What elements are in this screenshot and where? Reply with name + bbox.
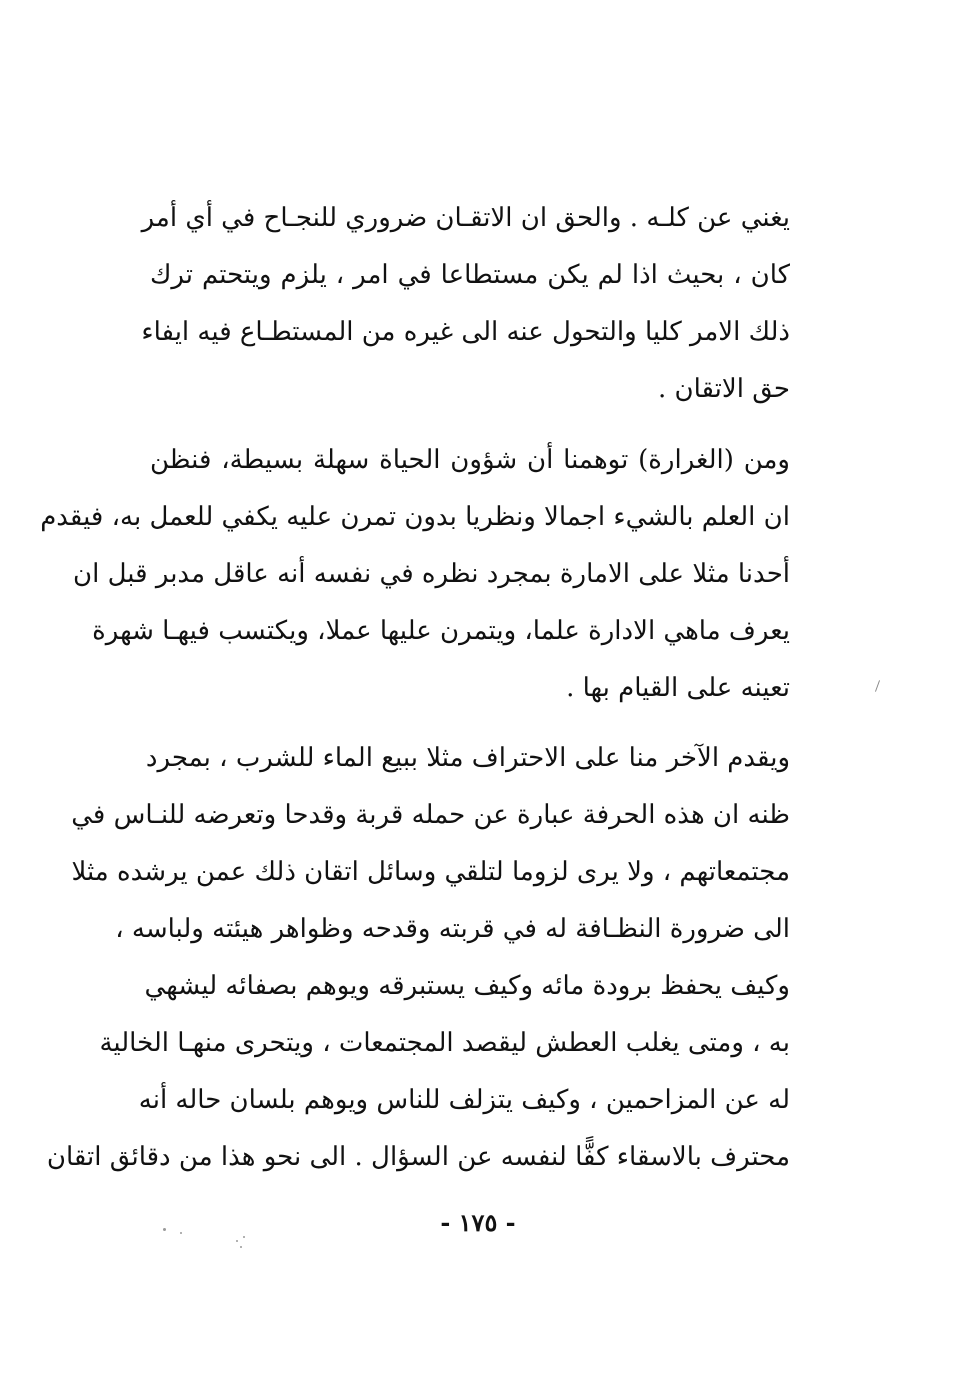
text-line: تعينه على القيام بها . [566, 673, 790, 703]
scan-speck [243, 1236, 245, 1238]
scan-speck [240, 1246, 242, 1248]
text-line: به ، ومتى يغلب العطش ليقصد المجتمعات ، ويتحرى منهـا الخالية [99, 1028, 790, 1058]
text-line: الى ضرورة النظـافة له في قربته وقدحه وظواهر هيئته ولباسه ، [115, 914, 790, 944]
scan-speck [236, 1240, 238, 1242]
text-line: ذلك الامر كليا والتحول عنه الى غيره من المستطـاع فيه ايفاء [141, 317, 790, 347]
text-line: ومن (الغرارة) توهمنا أن شؤون الحياة سهلة بسيطة، فنظن [150, 445, 790, 475]
text-line: أحدنا مثلا على الامارة بمجرد نظره في نفسه أنه عاقل مدبر قبل ان [73, 559, 790, 589]
text-line: ويقدم الآخر منا على الاحتراف مثلا ببيع الماء للشرب ، بمجرد [145, 743, 790, 773]
text-line: ان العلم بالشيء اجمالا ونظريا بدون تمرن عليه يكفي للعمل به، فيقدم [40, 502, 790, 532]
text-line: يعرف ماهي الادارة علما، ويتمرن عليها عملا، ويكتسب فيهـا شهرة [92, 616, 790, 646]
text-line: مجتمعاتهم ، ولا يرى لزوما لتلقي وسائل اتقان ذلك عمن يرشده مثلا [71, 857, 790, 887]
text-line: حق الاتقان . [657, 374, 790, 404]
text-line: محترف بالاسقاء كفًّا لنفسه عن السؤال . الى نحو هذا من دقائق اتقان [46, 1142, 790, 1172]
text-line: له عن المزاحمين ، وكيف يتزلف للناس ويوهم بلسان حاله أنه [138, 1085, 790, 1115]
page-number: - ١٧٥ - [440, 1208, 516, 1237]
scan-speck [163, 1228, 166, 1231]
text-line: وكيف يحفظ برودة مائه وكيف يستبرقه ويوهم بصفائه ليشهي [144, 971, 790, 1001]
scan-speck [180, 1232, 182, 1234]
paragraph-3 [46, 730, 790, 1186]
text-line: ظنه ان هذه الحرفة عبارة عن حمله قربة وقدحا وتعرضه للنـاس في [71, 800, 790, 830]
text-line: كان ، بحيث اذا لم يكن مستطاعا في امر ، يلزم ويتحتم ترك [150, 260, 790, 290]
paragraph-1 [141, 190, 790, 418]
scan-mark [875, 680, 880, 692]
paragraph-2 [40, 432, 790, 717]
text-line: يغني عن كلـه . والحق ان الاتقـان ضروري للنجـاح في أي أمر [141, 203, 790, 233]
